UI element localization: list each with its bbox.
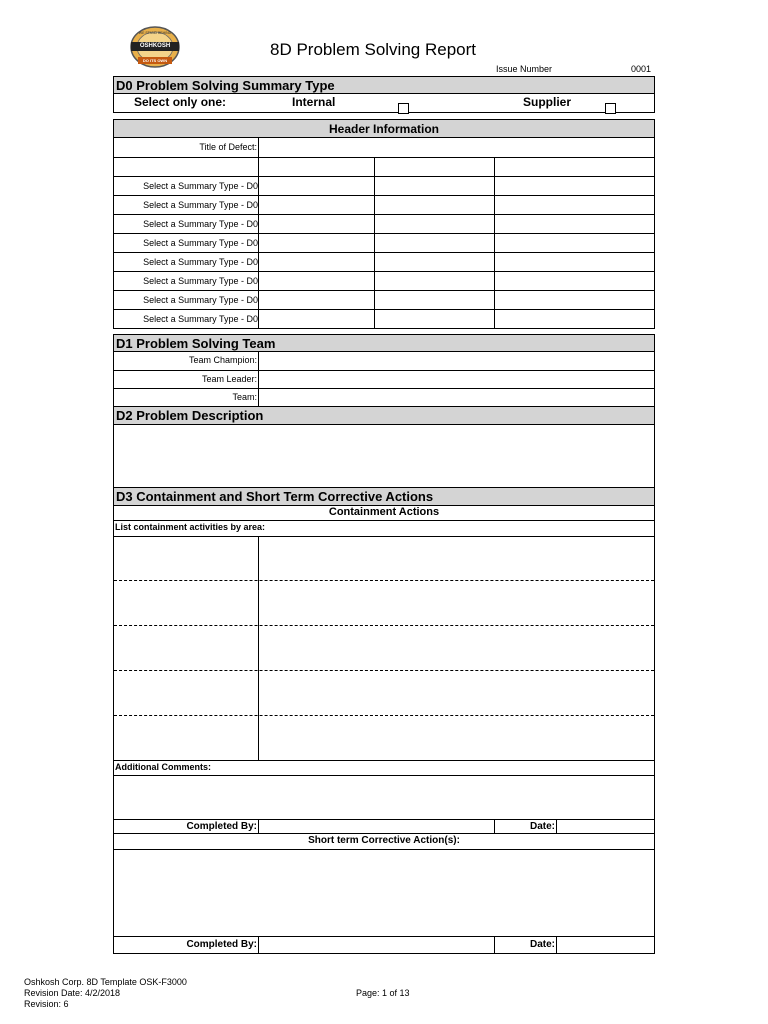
header-grid-col: [494, 157, 495, 329]
team-champion-field[interactable]: [260, 352, 654, 369]
containment-divider: [114, 625, 654, 626]
summary-type-row[interactable]: Select a Summary Type - D0: [143, 238, 258, 248]
d0-select-row: [113, 93, 655, 113]
summary-type-row[interactable]: Select a Summary Type - D0: [143, 276, 258, 286]
completed-by-field-2[interactable]: [260, 937, 493, 953]
header-grid-col: [258, 138, 259, 329]
date-field-1[interactable]: [558, 820, 654, 832]
completed-grid-col: [258, 936, 259, 954]
containment-actions-title: Containment Actions: [328, 506, 440, 518]
d0-heading: D0 Problem Solving Summary Type: [113, 76, 655, 94]
short-term-field[interactable]: [114, 850, 654, 935]
logo-bottom-text: DO ITS OWN: [142, 58, 168, 63]
title-of-defect-label: Title of Defect:: [199, 142, 257, 152]
d3-heading: D3 Containment and Short Term Corrective Actions: [113, 487, 655, 506]
summary-type-row[interactable]: Select a Summary Type - D0: [143, 257, 258, 267]
supplier-checkbox[interactable]: [605, 103, 616, 114]
team-champion-label: Team Champion:: [188, 355, 257, 365]
d3-grid-line: [113, 760, 655, 761]
team-leader-field[interactable]: [260, 371, 654, 387]
select-only-one-label: Select only one:: [134, 95, 227, 109]
date-field-2[interactable]: [558, 937, 654, 953]
internal-checkbox[interactable]: [398, 103, 409, 114]
header-grid-line: [113, 271, 655, 272]
summary-type-row[interactable]: Select a Summary Type - D0: [143, 314, 258, 324]
d1-grid-col: [258, 351, 259, 407]
list-containment-label: List containment activities by area:: [115, 522, 266, 532]
containment-grid-col: [258, 536, 259, 760]
team-field[interactable]: [260, 389, 654, 405]
supplier-label: Supplier: [523, 95, 572, 109]
footer-revision-date: Revision Date: 4/2/2018: [24, 988, 121, 998]
containment-divider: [114, 580, 654, 581]
completed-grid-col: [556, 936, 557, 954]
completed-grid-col: [556, 819, 557, 833]
header-grid-line: [113, 157, 655, 158]
containment-area-field[interactable]: [114, 537, 257, 579]
header-info-heading: Header Information: [113, 119, 655, 138]
summary-type-row[interactable]: Select a Summary Type - D0: [143, 219, 258, 229]
logo-name: OSHKOSH: [139, 43, 171, 49]
date-label-1: Date:: [529, 821, 555, 832]
completed-by-field-1[interactable]: [260, 820, 493, 832]
oshkosh-logo: [128, 25, 182, 71]
d2-heading: D2 Problem Description: [113, 406, 655, 425]
completed-grid-col: [258, 819, 259, 833]
d3-grid-line: [113, 520, 655, 521]
d3-grid-line: [113, 833, 655, 834]
header-grid-col: [374, 157, 375, 329]
header-grid-line: [113, 252, 655, 253]
containment-divider: [114, 670, 654, 671]
title-of-defect-field[interactable]: [259, 138, 655, 157]
internal-label: Internal: [292, 95, 336, 109]
date-label-2: Date:: [529, 939, 555, 950]
header-grid-line: [113, 290, 655, 291]
d1-heading: D1 Problem Solving Team: [113, 334, 655, 352]
team-leader-label: Team Leader:: [201, 374, 257, 384]
problem-description-field[interactable]: [113, 424, 655, 488]
additional-comments-label: Additional Comments:: [115, 762, 211, 772]
additional-comments-field[interactable]: [114, 776, 654, 819]
header-grid-line: [113, 214, 655, 215]
completed-by-label-2: Completed By:: [186, 939, 257, 950]
summary-type-row[interactable]: Select a Summary Type - D0: [143, 295, 258, 305]
logo-top-text: WE STAND BEHIND: [138, 31, 172, 35]
containment-divider: [114, 715, 654, 716]
issue-number-value: 0001: [631, 64, 652, 74]
issue-number-label: Issue Number: [496, 64, 553, 74]
summary-type-row[interactable]: Select a Summary Type - D0: [143, 200, 258, 210]
report-title: 8D Problem Solving Report: [270, 40, 476, 59]
footer-template: Oshkosh Corp. 8D Template OSK-F3000: [24, 977, 187, 987]
team-label: Team:: [232, 392, 257, 402]
header-grid-line: [113, 176, 655, 177]
short-term-title: Short term Corrective Action(s):: [308, 835, 460, 846]
header-grid-line: [113, 233, 655, 234]
summary-type-row[interactable]: Select a Summary Type - D0: [143, 181, 258, 191]
containment-activity-field[interactable]: [260, 537, 654, 579]
footer-revision: Revision: 6: [24, 999, 69, 1009]
completed-by-label-1: Completed By:: [186, 821, 257, 832]
footer-page-number: Page: 1 of 13: [356, 988, 410, 998]
header-grid-line: [113, 309, 655, 310]
header-grid-line: [113, 195, 655, 196]
